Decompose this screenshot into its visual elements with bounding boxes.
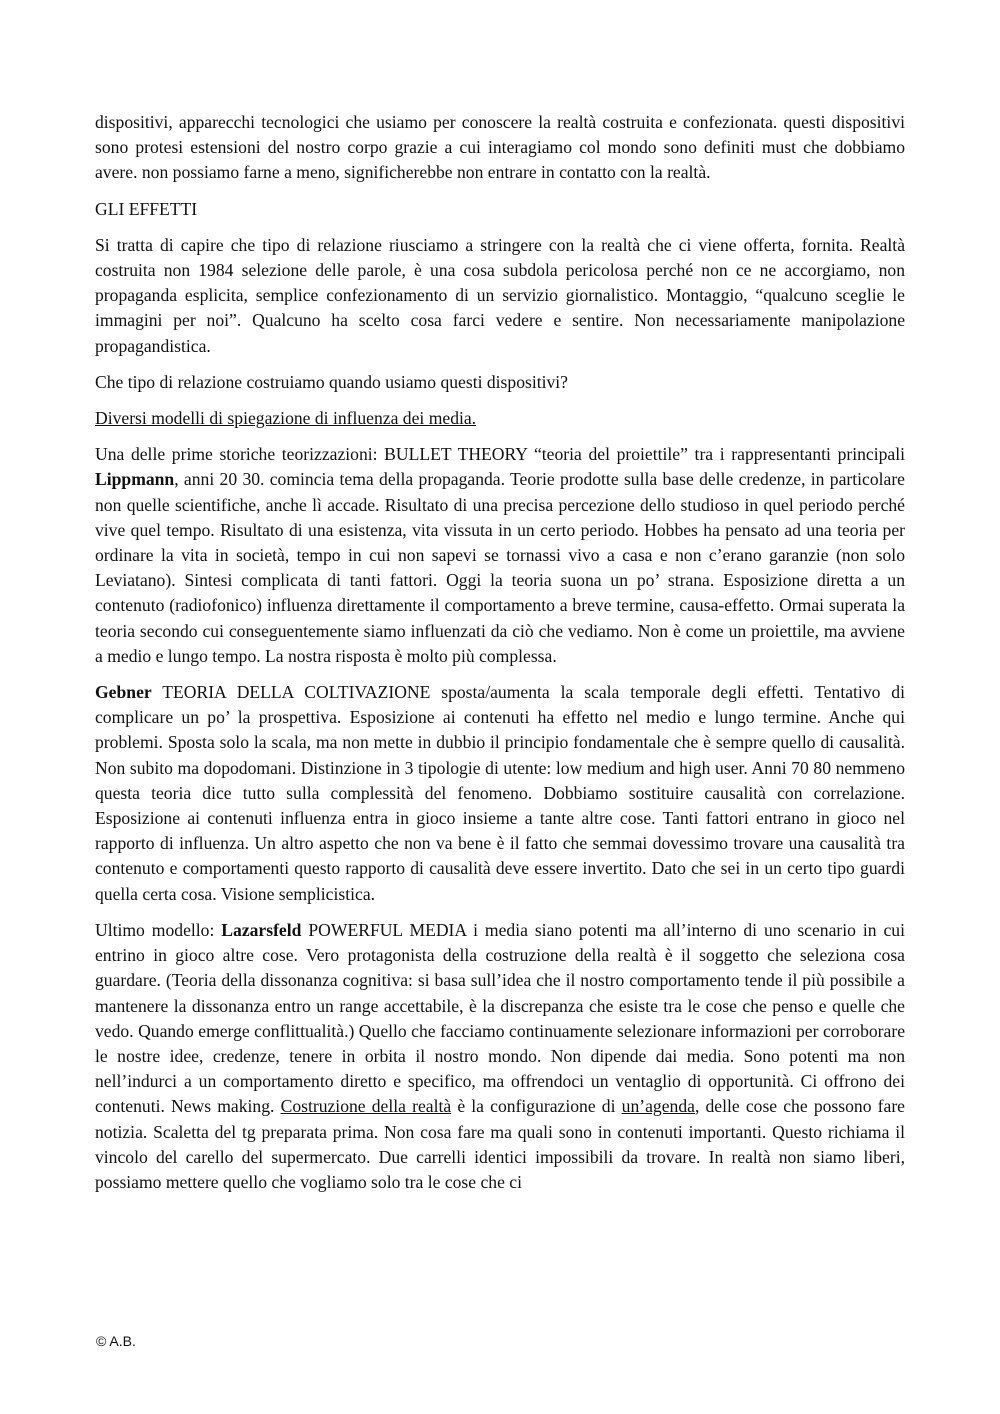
paragraph-text: POWERFUL MEDIA i media siano potenti ma all’interno di uno scenario in cui entrino in gioco altre cose. Vero protagonista della costruzione della realtà è il soggetto che seleziona cosa guardare. (Teoria della dissonanza cognitiva: si basa sull’idea che il nostro comportamento tende il più possibile a mantenere la dissonanza entro un range accettabile, è la discrepanza che esiste tra le cose che penso e quelle che vedo. Quando emerge conflittualità.) Quello che facciamo continuamente selezionare informazioni per corroborare le nostre idee, credenze, tenere in orbita il nostro mondo. Non dipende dai media. Sono potenti ma non nell’indurci a un comportamento diretto e specifico, ma offrendoci un ventaglio di opportunità. Ci offrono dei contenuti. News making.	[95, 919, 905, 1117]
paragraph-relazione	[95, 233, 905, 359]
paragraph-coltivazione	[95, 680, 905, 907]
section-heading-effetti	[95, 197, 905, 222]
underlined-subheading: Diversi modelli di spiegazione di influenza dei media.	[95, 408, 477, 429]
bold-name-gebner: Gebner	[95, 682, 152, 703]
paragraph-text: TEORIA DELLA COLTIVAZIONE sposta/aumenta la scala temporale degli effetti. Tentativo di complicare un po’ la prospettiva. Esposizione ai contenuti ha effetto nel medio e lungo termine. Anche qui problemi. Sposta solo la scala, ma non mette in dubbio il principio fondamentale che è sempre quello di causalità. Non subito ma dopodomani. Distinzione in 3 tipologie di utente: low medium and high user. Anni 70 80 nemmeno questa teoria dice tutto sulla complessità del fenomeno. Dobbiamo sostituire causalità con correlazione. Esposizione ai contenuti influenza entra in gioco insieme a tante altre cose. Tanti fattori entrano in gioco nel rapporto di influenza. Un altro aspetto che non va bene è il fatto che semmai dovessimo trovare una causalità tra contenuto e comportamenti questo rapporto di causalità deve essere invertito. Dato che sei in un certo tipo guardi quella certa cosa. Visione semplicistica.	[95, 682, 905, 904]
paragraph-text: Che tipo di relazione costruiamo quando usiamo questi dispositivi?	[95, 371, 568, 392]
heading-text: GLI EFFETTI	[95, 198, 198, 219]
paragraph-text: , anni 20 30. comincia tema della propaganda. Teorie prodotte sulla base delle credenze, in particolare non quelle scientifiche, anche lì accade. Risultato di una precisa percezione dello studioso in quel periodo perché vive quel tempo. Risultato di una esistenza, vita vissuta in un certo periodo. Hobbes ha pensato ad una teoria per ordinare la vita in società, tempo in cui non sapevi se tornassi vivo a casa e non c’erano garanzie (non solo Leviatano). Sintesi complicata di tanti fattori. Oggi la teoria suona un po’ strana. Esposizione diretta a un contenuto (radiofonico) influenza direttamente il comportamento a breve termine, causa-effetto. Ormai superata la teoria secondo cui conseguentemente siamo influenzati da ciò che vediamo. Non è come un proiettile, ma avviene a medio e lungo tempo. La nostra risposta è molto più complessa.	[95, 469, 905, 666]
underlined-term-costruzione: Costruzione della realtà	[280, 1096, 452, 1117]
paragraph-dispositivi	[95, 110, 905, 186]
document-page	[95, 110, 905, 1206]
paragraph-text: Una delle prime storiche teorizzazioni: BULLET THEORY “teoria del proiettile” tra i rappresentanti principali	[95, 444, 905, 465]
paragraph-text: , delle cose che possono fare notizia. Scaletta del tg preparata prima. Non cosa fare ma quali sono in contenuti importanti. Questo richiama il vincolo del carello del supermercato. Due carrelli identici impossibili da trovare. In realtà non siamo liberi, possiamo mettere quello che vogliamo solo tra le cose che ci	[95, 1096, 905, 1192]
bold-name-lippmann: Lippmann	[95, 469, 175, 490]
subheading-modelli	[95, 406, 905, 431]
copyright-text: © A.B.	[96, 1333, 136, 1349]
footer-copyright	[96, 1333, 136, 1349]
bold-name-lazarsfeld: Lazarsfeld	[221, 919, 302, 940]
paragraph-question	[95, 370, 905, 395]
paragraph-text: dispositivi, apparecchi tecnologici che usiamo per conoscere la realtà costruita e confezionata. questi dispositivi sono protesi estensioni del nostro corpo grazie a cui interagiamo col mondo sono definiti must che dobbiamo avere. non possiamo farne a meno, significherebbe non entrare in contatto con la realtà.	[95, 112, 905, 183]
paragraph-powerful-media	[95, 918, 905, 1195]
paragraph-text: è la configurazione di	[451, 1096, 622, 1117]
paragraph-bullet-theory	[95, 442, 905, 669]
paragraph-text: Ultimo modello:	[95, 919, 222, 940]
underlined-term-agenda: un’agenda	[621, 1096, 695, 1117]
paragraph-text: Si tratta di capire che tipo di relazione riusciamo a stringere con la realtà che ci viene offerta, fornita. Realtà costruita non 1984 selezione delle parole, è una cosa subdola pericolosa perché non ce ne accorgiamo, non propaganda esplicita, semplice confezionamento di un servizio giornalistico. Montaggio, “qualcuno sceglie le immagini per noi”. Qualcuno ha scelto cosa farci vedere e sentire. Non necessariamente manipolazione propagandistica.	[95, 234, 905, 356]
